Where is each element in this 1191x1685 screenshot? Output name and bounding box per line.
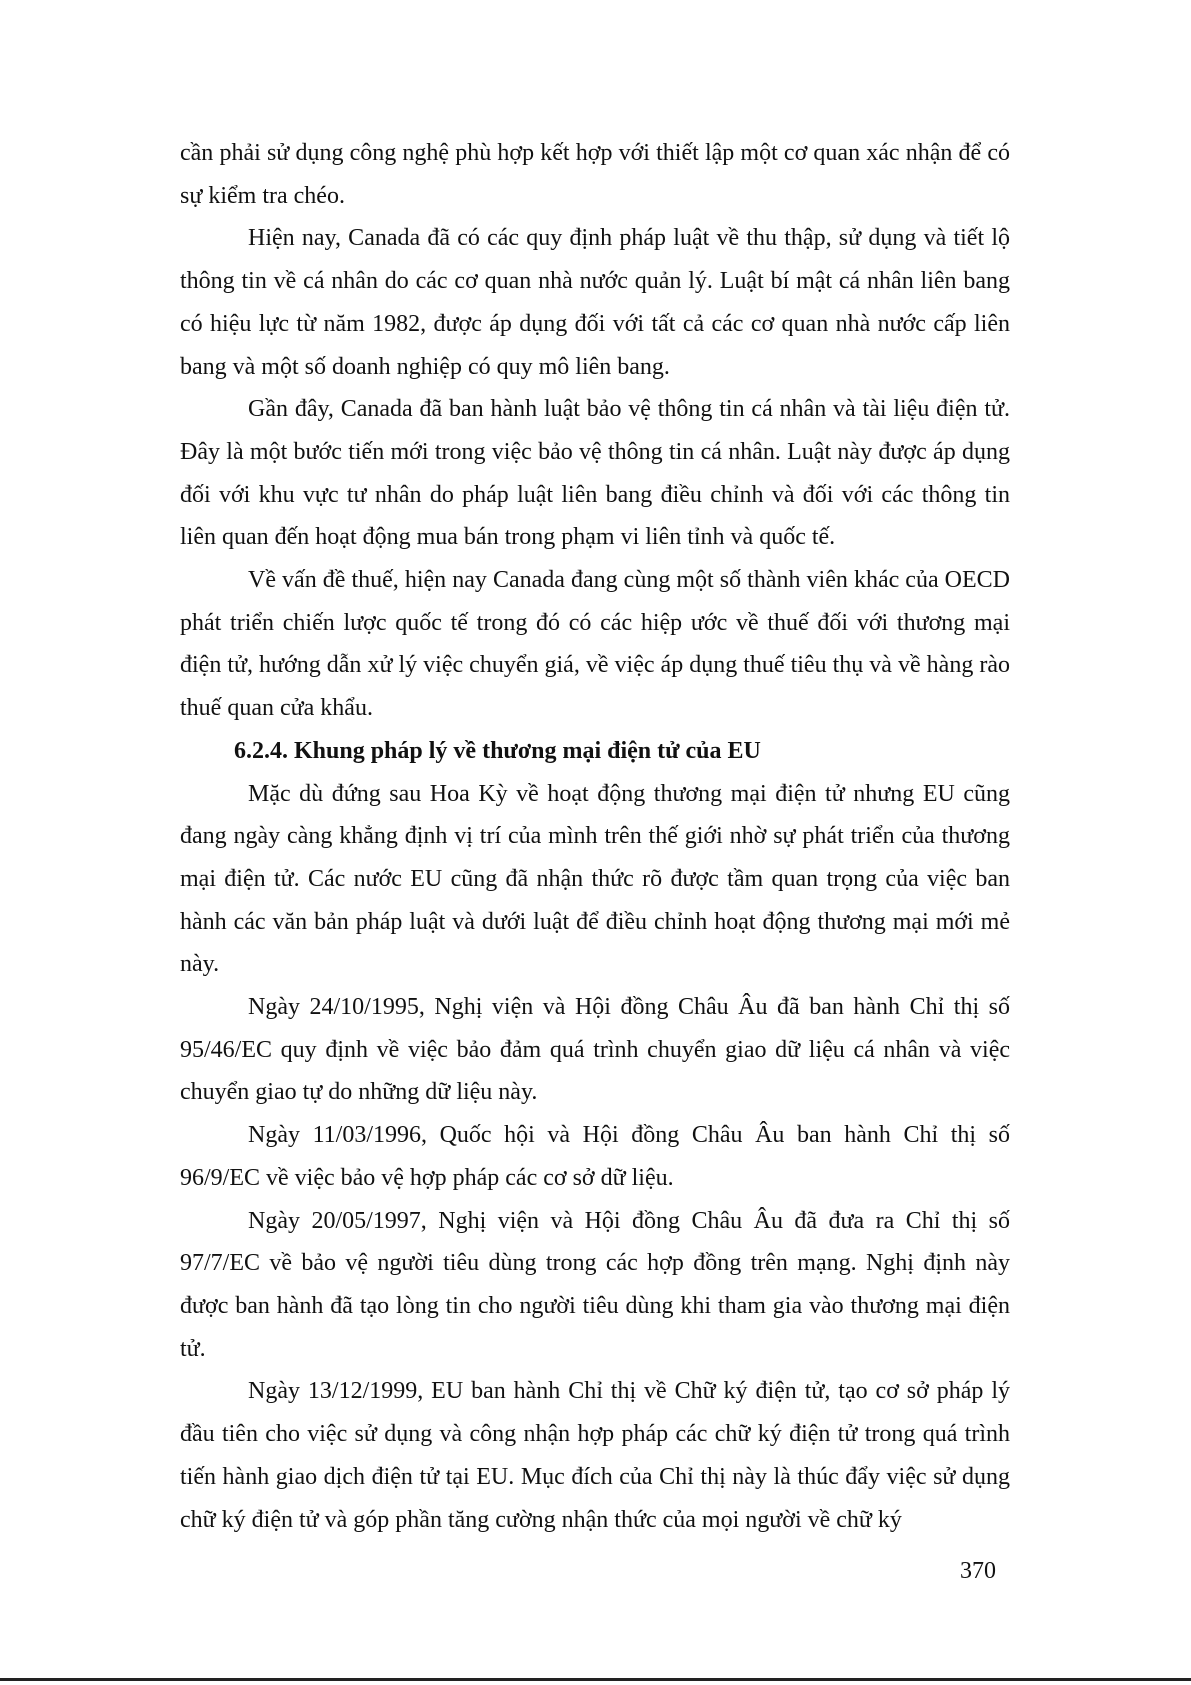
- document-body: [180, 132, 1010, 1541]
- page-number: 370: [960, 1558, 996, 1584]
- paragraph-canada-tax: Về vấn đề thuế, hiện nay Canada đang cùng một số thành viên khác của OECD phát triển chiến lược quốc tế trong đó có các hiệp ước về thuế đối với thương mại điện tử, hướng dẫn xử lý việc chuyển giá, về việc áp dụng thuế tiêu thụ và về hàng rào thuế quan cửa khẩu.: [180, 567, 1010, 722]
- paragraph-canada-law: Hiện nay, Canada đã có các quy định pháp luật về thu thập, sử dụng và tiết lộ thông tin về cá nhân do các cơ quan nhà nước quản lý. Luật bí mật cá nhân liên bang có hiệu lực từ năm 1982, được áp dụng đối với tất cả các cơ quan nhà nước cấp liên bang và một số doanh nghiệp có quy mô liên bang.: [180, 225, 1010, 380]
- paragraph-eu-1999: Ngày 13/12/1999, EU ban hành Chỉ thị về Chữ ký điện tử, tạo cơ sở pháp lý đầu tiên cho việc sử dụng và công nhận hợp pháp các chữ ký điện tử trong quá trình tiến hành giao dịch điện tử tại EU. Mục đích của Chỉ thị này là thúc đẩy việc sử dụng chữ ký điện tử và góp phần tăng cường nhận thức của mọi người về chữ ký: [180, 1378, 1010, 1533]
- paragraph-continued: cần phải sử dụng công nghệ phù hợp kết hợp với thiết lập một cơ quan xác nhận để có sự kiểm tra chéo.: [180, 140, 1010, 209]
- paragraph-canada-privacy: Gần đây, Canada đã ban hành luật bảo vệ thông tin cá nhân và tài liệu điện tử. Đây là một bước tiến mới trong việc bảo vệ thông tin cá nhân. Luật này được áp dụng đối với khu vực tư nhân do pháp luật liên bang điều chỉnh và đối với các thông tin liên quan đến hoạt động mua bán trong phạm vi liên tỉnh và quốc tế.: [180, 396, 1010, 551]
- bottom-divider: [0, 1678, 1191, 1681]
- paragraph-eu-1997: Ngày 20/05/1997, Nghị viện và Hội đồng Châu Âu đã đưa ra Chỉ thị số 97/7/EC về bảo vệ người tiêu dùng trong các hợp đồng trên mạng. Nghị định này được ban hành đã tạo lòng tin cho người tiêu dùng khi tham gia vào thương mại điện tử.: [180, 1207, 1010, 1362]
- paragraph-eu-1995: Ngày 24/10/1995, Nghị viện và Hội đồng Châu Âu đã ban hành Chỉ thị số 95/46/EC quy định về việc bảo đảm quá trình chuyển giao dữ liệu cá nhân và việc chuyển giao tự do những dữ liệu này.: [180, 994, 1010, 1106]
- section-heading: 6.2.4. Khung pháp lý về thương mại điện tử của EU: [234, 737, 761, 764]
- paragraph-eu-intro: Mặc dù đứng sau Hoa Kỳ về hoạt động thương mại điện tử nhưng EU cũng đang ngày càng khẳng định vị trí của mình trên thế giới nhờ sự phát triển của thương mại điện tử. Các nước EU cũng đã nhận thức rõ được tầm quan trọng của việc ban hành các văn bản pháp luật và dưới luật để điều chỉnh hoạt động thương mại mới mẻ này.: [180, 780, 1010, 978]
- paragraph-eu-1996: Ngày 11/03/1996, Quốc hội và Hội đồng Châu Âu ban hành Chỉ thị số 96/9/EC về việc bảo vệ hợp pháp các cơ sở dữ liệu.: [180, 1122, 1010, 1191]
